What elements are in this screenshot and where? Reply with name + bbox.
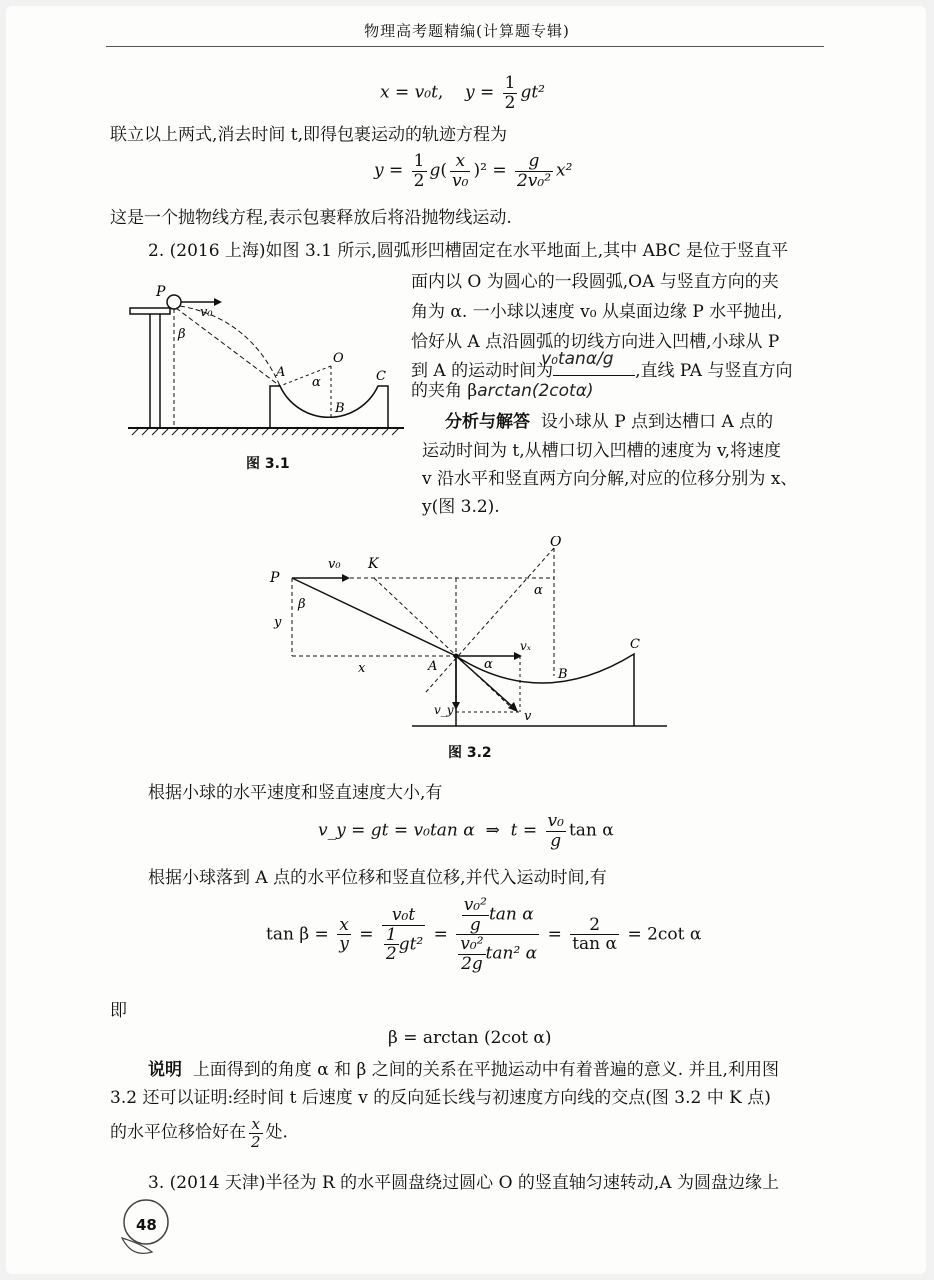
running-header: 物理高考题精编(计算题专辑) bbox=[364, 22, 570, 40]
eq4-yd: y bbox=[339, 934, 349, 955]
problem2-line6a: 的夹角 β bbox=[411, 381, 478, 401]
eq4-bignumA: v₀² bbox=[463, 895, 487, 915]
fig2-label-y: y bbox=[274, 615, 282, 630]
eq4-eq3: = bbox=[547, 924, 562, 945]
paragraph-4: 根据小球落到 A 点的水平位移和竖直位移,并代入运动时间,有 bbox=[148, 868, 607, 888]
analysis-line1-text: 设小球从 P 点到达槽口 A 点的 bbox=[540, 412, 774, 432]
problem2-line5a: 到 A 的运动时间为 bbox=[411, 361, 554, 381]
fig2-label-B: B bbox=[558, 667, 568, 682]
eq4-eq: = bbox=[359, 924, 374, 945]
note-frac-num: x bbox=[251, 1115, 260, 1133]
note-line3 bbox=[110, 1116, 288, 1150]
eq4-bignum-frac bbox=[462, 896, 489, 934]
eq2-rparen: )² bbox=[473, 160, 487, 181]
equation-beta: β = arctan (2cot α) bbox=[388, 1028, 552, 1048]
fig2-label-beta: β bbox=[298, 597, 306, 612]
fig2-label-A: A bbox=[428, 659, 438, 674]
paragraph-5: 即 bbox=[110, 1001, 127, 1021]
eq1-equals: = bbox=[395, 82, 410, 103]
eq3-den: g bbox=[546, 831, 566, 851]
eq2-num1: 1 bbox=[413, 151, 425, 171]
eq4-bignum bbox=[456, 896, 539, 934]
eq2-g: g bbox=[429, 160, 441, 181]
eq2-xn: x bbox=[455, 151, 466, 171]
eq4-d1-half bbox=[384, 926, 399, 964]
eq1-v0t: v₀t bbox=[414, 82, 438, 103]
note-label: 说明 bbox=[148, 1060, 182, 1080]
analysis-line3: v 沿水平和竖直两方向分解,对应的位移分别为 x、 bbox=[422, 469, 798, 489]
eq4-bignum-tan: tan α bbox=[488, 904, 534, 925]
eq3-arrow: ⇒ bbox=[485, 820, 500, 841]
figure-3-2-caption: 图 3.2 bbox=[448, 745, 492, 761]
paragraph-1: 联立以上两式,消去时间 t,即得包裹运动的轨迹方程为 bbox=[110, 125, 508, 145]
eq2-half bbox=[412, 152, 427, 190]
eq2-equals: = bbox=[389, 160, 404, 181]
answer-blank-1 bbox=[541, 349, 635, 376]
eq1-y: y bbox=[464, 82, 475, 103]
eq2-gfrac bbox=[515, 152, 553, 190]
page-number: 48 bbox=[136, 1216, 157, 1234]
eq2-xv0 bbox=[450, 152, 470, 190]
eq2-num2: g bbox=[528, 151, 540, 171]
fig1-table-top bbox=[130, 308, 170, 314]
paragraph-3: 根据小球的水平速度和竖直速度大小,有 bbox=[148, 783, 443, 803]
eq4-xn: x bbox=[339, 914, 349, 935]
fig2-label-alpha-A: α bbox=[484, 657, 493, 672]
eq4-d1b: 2 bbox=[385, 944, 397, 965]
fig1-groove bbox=[270, 386, 388, 428]
problem2-line1: 2. (2016 上海)如图 3.1 所示,圆弧形凹槽固定在水平地面上,其中 ABC 是位于竖直平 bbox=[148, 241, 789, 261]
eq1-num: 1 bbox=[504, 73, 516, 93]
fig2-label-alpha-top: α bbox=[534, 583, 543, 598]
eq4-res: = 2cot α bbox=[627, 924, 702, 945]
eq2-y: y bbox=[374, 160, 384, 181]
eq4-n3: 2 bbox=[589, 914, 601, 935]
fig1-radius-OA bbox=[280, 366, 331, 386]
eq4-bignumB: g bbox=[462, 915, 489, 935]
fig2-line-KA bbox=[374, 578, 516, 712]
eq4-frac1 bbox=[382, 906, 425, 964]
fig2-groove bbox=[456, 654, 634, 726]
note-frac-den: 2 bbox=[251, 1132, 261, 1151]
fig2-label-vx: vₓ bbox=[520, 639, 532, 653]
equation-vy bbox=[318, 812, 614, 850]
eq3-t: t = bbox=[510, 820, 538, 841]
fig1-label-P: P bbox=[156, 284, 166, 300]
note-line2: 3.2 还可以证明:经时间 t 后速度 v 的反向延长线与初速度方向线的交点(图 3.2 中 K 点) bbox=[110, 1088, 771, 1108]
analysis-label: 分析与解答 bbox=[445, 412, 530, 432]
eq4-bigfrac bbox=[456, 896, 539, 974]
problem2-line2: 面内以 O 为圆心的一段圆弧,OA 与竖直方向的夹 bbox=[411, 272, 779, 292]
problem2-line3: 角为 α. 一小球以速度 v₀ 从桌面边缘 P 水平抛出, bbox=[411, 302, 783, 322]
eq4-bigden-tan: tan² α bbox=[485, 944, 538, 965]
ornament-leaf bbox=[122, 1238, 152, 1253]
eq4-d1 bbox=[382, 925, 425, 964]
fig2-label-P: P bbox=[270, 570, 280, 586]
fig2-line-PA bbox=[292, 578, 456, 656]
figure-3-2 bbox=[262, 536, 682, 736]
eq4-n1: v₀t bbox=[391, 904, 416, 925]
note-line1-text: 上面得到的角度 α 和 β 之间的关系在平抛运动中有着普遍的意义. 并且,利用图 bbox=[192, 1060, 779, 1080]
eq3-tan: tan α bbox=[568, 820, 614, 841]
eq2-equals2: = bbox=[492, 160, 507, 181]
fig2-v0-arrowhead bbox=[342, 574, 350, 582]
eq1-comma: , bbox=[437, 82, 444, 103]
problem2-line4: 恰好从 A 点沿圆弧的切线方向进入凹槽,小球从 P bbox=[411, 332, 780, 352]
fig1-label-B: B bbox=[335, 401, 345, 416]
fig1-label-C: C bbox=[376, 369, 386, 384]
header-rule bbox=[106, 46, 824, 47]
eq4-d1a: 1 bbox=[385, 924, 397, 945]
fig2-point-A bbox=[454, 654, 459, 659]
eq2-x2: x² bbox=[556, 160, 573, 181]
eq4-bigdenA: v₀² bbox=[460, 934, 484, 955]
analysis-line1 bbox=[445, 414, 773, 431]
note-line3b: 处. bbox=[265, 1122, 288, 1143]
fig1-line-PA bbox=[176, 308, 280, 386]
fig1-label-alpha: α bbox=[312, 375, 321, 390]
eq4-bigden-frac bbox=[458, 935, 485, 973]
eq4-bigden bbox=[456, 934, 539, 973]
problem2-line5 bbox=[411, 349, 793, 381]
eq2-lparen: ( bbox=[440, 160, 448, 181]
fig1-label-O: O bbox=[333, 351, 344, 366]
eq1-den: 2 bbox=[504, 92, 516, 113]
fig1-label-A: A bbox=[276, 365, 286, 380]
analysis-line2: 运动时间为 t,从槽口切入凹槽的速度为 v,将速度 bbox=[422, 441, 782, 461]
eq4-xy bbox=[337, 916, 351, 954]
eq3-frac bbox=[546, 812, 566, 850]
fig2-label-x: x bbox=[358, 661, 366, 676]
fig2-label-C: C bbox=[630, 637, 640, 652]
eq4-frac3 bbox=[570, 916, 619, 954]
fig1-v0-arrowhead bbox=[214, 298, 222, 306]
eq1-equals2: = bbox=[479, 82, 495, 103]
eq4-eq2: = bbox=[433, 924, 448, 945]
eq4-d3: tan α bbox=[572, 934, 618, 955]
eq3-lhs: v_y = gt = v₀tan α bbox=[318, 820, 475, 841]
eq2-den1: 2 bbox=[413, 170, 425, 191]
eq4-tanb: tan β = bbox=[266, 924, 329, 945]
fig1-ball bbox=[167, 295, 181, 309]
eq1-x: x bbox=[380, 82, 390, 103]
eq1-gt2: gt² bbox=[520, 82, 545, 103]
fig2-label-vy: v_y bbox=[434, 703, 454, 717]
fig1-label-v0: v₀ bbox=[200, 305, 213, 320]
eq4-bigdenB: 2g bbox=[458, 954, 485, 974]
handwritten-answer-1: v₀tanα/g bbox=[541, 349, 614, 369]
problem2-line6 bbox=[411, 383, 594, 400]
note-line1 bbox=[148, 1062, 779, 1079]
paragraph-2: 这是一个抛物线方程,表示包裹释放后将沿抛物线运动. bbox=[110, 208, 512, 228]
note-frac bbox=[249, 1116, 263, 1150]
eq1-half bbox=[503, 74, 518, 112]
equation-tanbeta bbox=[266, 896, 701, 974]
fig2-label-K: K bbox=[368, 556, 379, 572]
fig2-label-v: v bbox=[524, 709, 532, 724]
fig2-label-O: O bbox=[550, 536, 562, 550]
eq4-d1c: gt² bbox=[398, 934, 424, 955]
equation-xy bbox=[380, 74, 545, 112]
figure-3-1 bbox=[120, 278, 410, 443]
paragraph-problem3: 3. (2014 天津)半径为 R 的水平圆盘绕过圆心 O 的竖直轴匀速转动,A 为圆盘边缘上 bbox=[148, 1173, 779, 1193]
equation-trajectory bbox=[374, 152, 572, 190]
note-line3a: 的水平位移恰好在 bbox=[110, 1122, 246, 1143]
analysis-line4: y(图 3.2). bbox=[422, 497, 500, 517]
problem2-line5b: ,直线 PA 与竖直方向 bbox=[635, 361, 793, 381]
fig1-trajectory bbox=[180, 306, 280, 386]
figure-3-1-caption: 图 3.1 bbox=[246, 456, 290, 472]
eq2-xd: v₀ bbox=[452, 170, 469, 191]
fig1-label-beta: β bbox=[178, 327, 186, 342]
fig1-ground-hatch bbox=[132, 429, 398, 435]
eq3-num: v₀ bbox=[547, 811, 564, 831]
fig2-vx-arrowhead bbox=[514, 652, 522, 660]
handwritten-answer-2: arctan(2cotα) bbox=[477, 381, 594, 401]
fig2-label-v0: v₀ bbox=[328, 557, 341, 572]
eq2-den2: 2v₀² bbox=[516, 170, 552, 191]
